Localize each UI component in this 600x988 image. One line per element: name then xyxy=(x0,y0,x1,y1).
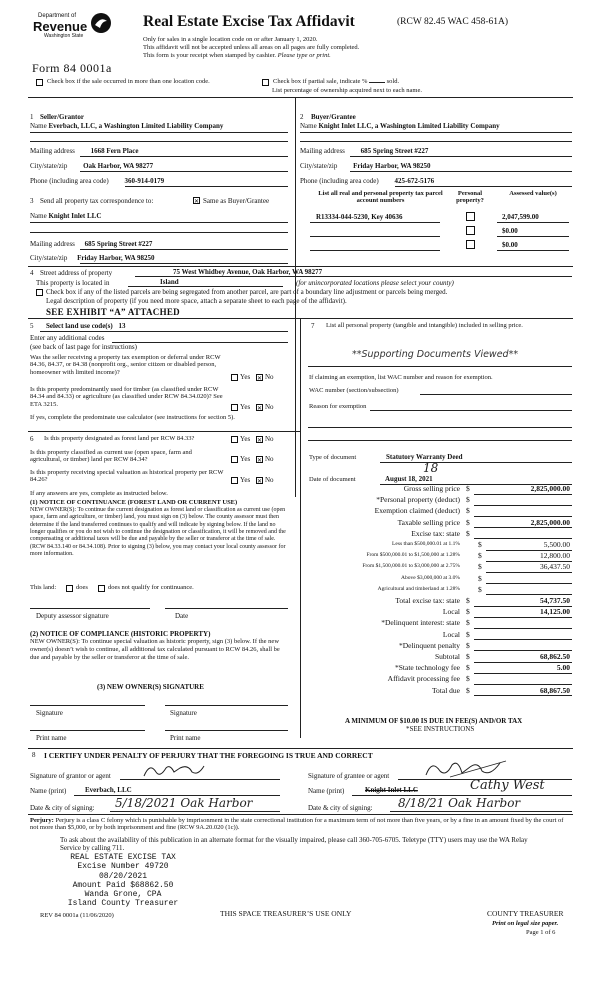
tax-row-label: Total due xyxy=(431,685,460,695)
tax-row-value: 36,437.50 xyxy=(540,562,570,572)
historic-question: Is this property receiving special valuation as historical property per RCW 84.26? xyxy=(30,469,224,484)
tax-row-dollar-sign: $ xyxy=(478,584,482,594)
tax-row-label: *Delinquent interest: state xyxy=(381,618,460,628)
owner-print-name-2: Print name xyxy=(170,734,201,742)
seller-name: Everbach, LLC, a Washington Limited Liability Company xyxy=(48,122,224,130)
tax-row-dollar-sign: $ xyxy=(466,528,470,538)
tax-row-label: Excise tax: state xyxy=(411,528,460,538)
tax-row-dollar-sign: $ xyxy=(466,674,470,684)
seller-city: Oak Harbor, WA 98277 xyxy=(83,162,154,170)
predominate-use-note: If yes, complete the predominate use calculator (see instructions for section 5). xyxy=(30,414,235,421)
legal-description-label: Legal description of property (if you need more space, attach a separate sheet to each page of the affidavit). xyxy=(46,297,347,305)
section3-number: 3 xyxy=(30,197,34,205)
timber-question: Is this property predominantly used for timber (as classified under RCW 84.34 and 84.33) or agriculture (as classified under RCW 84.34.020)? See ETA 3215. xyxy=(30,386,223,408)
notice-compliance-title: (2) NOTICE OF COMPLIANCE (HISTORIC PROPERTY) xyxy=(30,630,211,638)
multi-location-checkbox[interactable] xyxy=(36,79,43,86)
tax-row-dollar-sign: $ xyxy=(466,506,470,516)
forest-no-label: No xyxy=(265,435,274,443)
current-use-question: Is this property classified as current use (open space, farm and agricultural, or timber) land per RCW 84.34? xyxy=(30,449,192,464)
seller-city-row: City/state/zip Oak Harbor, WA 98277 xyxy=(30,162,154,170)
rule xyxy=(350,171,572,172)
header-line-1: Only for sales in a single location code on or after January 1, 2020. xyxy=(143,36,318,43)
wa-seal-icon xyxy=(90,12,112,34)
historic-no-label: No xyxy=(265,476,274,484)
rule xyxy=(350,156,572,157)
grantee-date-city-label: Date & city of signing: xyxy=(308,804,373,812)
unincorporated-note: (for unincorporated locations please select your county) xyxy=(296,279,454,287)
rule xyxy=(420,394,572,395)
rule xyxy=(308,366,572,367)
rule xyxy=(30,132,288,133)
land-does-label: does xyxy=(76,584,88,591)
form-title-ref: (RCW 82.45 WAC 458-61A) xyxy=(397,17,509,27)
tax-row-label: Less than $500,000.01 at 1.1% xyxy=(392,541,460,547)
grantee-name-label: Name (print) xyxy=(308,787,345,795)
grantee-date-city: 8/18/21 Oak Harbor xyxy=(398,796,521,810)
document-type: Statutory Warranty Deed xyxy=(386,453,463,461)
seller-heading: Seller/Grantor xyxy=(40,113,84,121)
alternate-format-note: To ask about the availability of this publication in an alternate format for the visually impaired, please call 360-705-6705. Teletype (TTY) users may use the WA Relay Service by calling 711. xyxy=(60,836,528,853)
parcel-row-3-personal-checkbox[interactable] xyxy=(466,240,475,249)
tax-row-value: 68,867.50 xyxy=(540,685,570,695)
tax-row-rule xyxy=(474,684,572,685)
assessed-value-col-header: Assessed value(s) xyxy=(509,190,557,197)
rule xyxy=(310,236,440,237)
grantor-date-city-label: Date & city of signing: xyxy=(30,804,95,812)
parcel-row-2-personal-checkbox[interactable] xyxy=(466,226,475,235)
tax-row-label: From $1,500,000.01 to $3,000,000 at 2.75% xyxy=(362,563,460,570)
rule xyxy=(80,249,288,250)
legal-description-exhibit: SEE EXHIBIT “A” ATTACHED xyxy=(46,307,180,317)
current-use-no-label: No xyxy=(265,455,274,463)
rule xyxy=(165,608,288,609)
tax-row-value: 2,825,000.00 xyxy=(530,484,570,493)
current-use-no-checkbox[interactable] xyxy=(256,456,263,463)
exemption-yes-label: Yes xyxy=(240,373,251,381)
buyer-city: Friday Harbor, WA 98250 xyxy=(353,162,431,170)
section3-city-row: City/state/zip Friday Harbor, WA 98250 xyxy=(30,254,155,262)
tax-row-value: 12,800.00 xyxy=(540,551,570,561)
tax-row-dollar-sign: $ xyxy=(466,618,470,628)
buyer-phone: 425-672-5176 xyxy=(394,177,435,185)
exemption-question: Was the seller receiving a property tax exemption or deferral under RCW 84.36, 84.37, or 84.38 (nonprofit org., senior citizen or disabled person, homeowner with limited income)? xyxy=(30,354,221,376)
tax-row-dollar-sign: $ xyxy=(466,640,470,650)
seller-mailing: 1668 Fern Place xyxy=(90,147,139,155)
grantee-signature-label: Signature of grantee or agent xyxy=(308,772,390,780)
tax-row-label: *State technology fee xyxy=(395,663,460,673)
grantee-name-struck: Knight Inlet LLC xyxy=(365,786,418,794)
rule xyxy=(300,132,572,133)
tax-row-dollar-sign: $ xyxy=(478,540,482,549)
exemption-no-label: No xyxy=(265,373,274,381)
tax-row-dollar-sign: $ xyxy=(466,495,470,505)
see-instructions-note: *SEE INSTRUCTIONS xyxy=(406,725,475,733)
tax-row-rule xyxy=(474,516,572,517)
treasurer-use-only: THIS SPACE TREASURER’S USE ONLY xyxy=(220,909,352,918)
tax-row-label: Exemption claimed (deduct) xyxy=(374,506,460,516)
tax-row-label: Local xyxy=(442,629,460,639)
parcel-row-1-number: R13334-044-5230, Key 40636 xyxy=(316,213,403,221)
tax-row-dollar-sign: $ xyxy=(466,652,470,661)
rule xyxy=(28,814,573,815)
tax-row-rule xyxy=(474,673,572,674)
rule xyxy=(308,427,572,428)
exemption-no-checkbox[interactable] xyxy=(256,374,263,381)
certify-statement: I CERTIFY UNDER PENALTY OF PERJURY THAT THE FOREGOING IS TRUE AND CORRECT xyxy=(44,751,373,760)
tax-row-dollar-sign: $ xyxy=(466,517,470,527)
seller-mailing-row: Mailing address 1668 Fern Place xyxy=(30,147,139,155)
logo-revenue-word: Revenue xyxy=(33,19,88,34)
supporting-documents-note: **Supporting Documents Viewed** xyxy=(352,349,519,360)
additional-codes-label: Enter any additional codes xyxy=(30,334,105,342)
section8-number: 8 xyxy=(32,751,36,759)
tax-row-value: 5,500.00 xyxy=(543,540,570,549)
tax-row-dollar-sign: $ xyxy=(466,629,470,639)
rule xyxy=(30,608,150,609)
section6-number: 6 xyxy=(30,435,34,443)
tax-row-dollar-sign: $ xyxy=(466,484,470,493)
section3-name: Knight Inlet LLC xyxy=(48,212,102,220)
tax-row-dollar-sign: $ xyxy=(466,663,470,673)
notice-compliance-text: NEW OWNER(S): To continue special valuation as historic property, sign (3) below. If the new owner(s) doesn’t wish to continue, all additional tax calculated pursuant to RCW 84.26, shall be due and payable by the seller or transferor at the time of sale. xyxy=(30,638,280,661)
buyer-city-row: City/state/zip Friday Harbor, WA 98250 xyxy=(300,162,431,170)
rule xyxy=(80,171,288,172)
rule xyxy=(165,730,288,731)
current-use-yes-label: Yes xyxy=(240,455,251,463)
tax-row-label: From $500,000.01 to $1,500,000 at 1.28% xyxy=(366,552,460,559)
tax-row-dollar-sign: $ xyxy=(466,607,470,617)
owner-signature-label-2: Signature xyxy=(170,709,197,717)
section3-name-row: Name Knight Inlet LLC xyxy=(30,212,102,220)
timber-no-checkbox[interactable] xyxy=(256,404,263,411)
tax-row-rule xyxy=(474,527,572,528)
parcel-row-1-value: 2,047,599.00 xyxy=(502,213,539,221)
tax-row-rule xyxy=(486,572,572,573)
form-number: Form 84 0001a xyxy=(32,61,112,75)
deputy-date-label: Date xyxy=(175,612,189,620)
rule xyxy=(395,186,572,187)
rule xyxy=(80,156,288,157)
parcel-row-1-personal-checkbox[interactable] xyxy=(466,212,475,221)
tax-row-label: Above $3,000,000 at 3.0% xyxy=(401,574,460,581)
tax-row-value: 14,125.00 xyxy=(540,607,570,617)
section3-mailing-row: Mailing address 685 Spring Street #227 xyxy=(30,240,153,248)
legal-size-note: Print on legal size paper. xyxy=(492,920,559,927)
forest-land-question: Is this property designated as forest land per RCW 84.33? xyxy=(44,435,195,442)
tax-row-dollar-sign: $ xyxy=(478,551,482,561)
header-line-2: This affidavit will not be accepted unless all areas on all pages are fully completed. xyxy=(143,44,360,51)
section3-text: Send all property tax correspondence to: xyxy=(40,197,154,205)
rule xyxy=(120,779,280,780)
minimum-fee-note: A MINIMUM OF $10.00 IS DUE IN FEE(S) AND/OR TAX xyxy=(345,717,523,725)
rule xyxy=(125,186,288,187)
section5-number: 5 xyxy=(30,322,34,330)
deputy-assessor-label: Deputy assessor signature xyxy=(36,612,109,620)
rule xyxy=(308,440,572,441)
land-does-not-checkbox[interactable] xyxy=(98,585,105,592)
street-address-label: Street address of property xyxy=(40,269,113,277)
historic-no-checkbox[interactable] xyxy=(256,477,263,484)
list-percentage-note: List percentage of ownership acquired next to each name. xyxy=(272,87,422,94)
partial-sale-label: Check box if partial sale, indicate % sold. xyxy=(273,78,400,85)
tax-row-label: Affidavit processing fee xyxy=(387,674,460,684)
buyer-section-number: 2 xyxy=(300,113,304,121)
buyer-name-row: Name Knight Inlet LLC, a Washington Limited Liability Company xyxy=(300,122,500,130)
stamp-amount-paid: Amount Paid $68862.50 xyxy=(72,880,174,890)
owner-print-name-1: Print name xyxy=(36,734,67,742)
rule xyxy=(380,462,572,463)
land-does-checkbox[interactable] xyxy=(66,585,73,592)
document-type-label: Type of document xyxy=(309,454,357,461)
tax-row-rule xyxy=(474,695,572,696)
if-any-yes-note: If any answers are yes, complete as instructed below. xyxy=(30,490,168,497)
tax-row-rule xyxy=(486,583,572,584)
rule xyxy=(30,730,145,731)
same-as-buyer-checkbox[interactable] xyxy=(193,197,200,204)
grantor-name-label: Name (print) xyxy=(30,787,67,795)
timber-yes-label: Yes xyxy=(240,403,251,411)
tax-row-dollar-sign: $ xyxy=(478,573,482,583)
frame-top xyxy=(28,97,573,98)
tax-row-label: *Personal property (deduct) xyxy=(376,495,460,505)
seller-section-number: 1 xyxy=(30,113,34,121)
new-owner-signature-title: (3) NEW OWNER(S) SIGNATURE xyxy=(97,683,204,691)
tax-row-value: 68,862.50 xyxy=(540,652,570,661)
section3-city: Friday Harbor, WA 98250 xyxy=(77,254,155,262)
stamp-treasurer-name: Wanda Grone, CPA xyxy=(84,890,162,900)
same-as-buyer-label: Same as Buyer/Grantee xyxy=(203,197,270,205)
header-line-3: This form is your receipt when stamped by cashier. Please type or print. xyxy=(143,52,331,59)
tax-row-label: Gross selling price xyxy=(403,484,460,493)
section7-number: 7 xyxy=(311,322,315,330)
document-date: August 18, 2021 xyxy=(385,475,433,483)
rule xyxy=(30,232,288,233)
rule xyxy=(28,266,573,267)
this-land-label: This land: xyxy=(30,584,57,591)
partial-sale-checkbox[interactable] xyxy=(262,79,269,86)
timber-no-label: No xyxy=(265,403,274,411)
rule xyxy=(80,263,288,264)
tax-row-dollar-sign: $ xyxy=(466,596,470,605)
parcel-row-2-value: $0.00 xyxy=(502,227,518,235)
rule xyxy=(497,236,569,237)
tax-row-rule xyxy=(474,628,572,629)
see-back-note: (see back of last page for instructions) xyxy=(30,343,137,351)
buyer-mailing: 685 Spring Street #227 xyxy=(360,147,429,155)
treasurer-stamp xyxy=(58,853,188,909)
seller-name-row: Name Everbach, LLC, a Washington Limited Liability Company xyxy=(30,122,224,130)
historic-yes-checkbox[interactable] xyxy=(231,477,238,484)
rule xyxy=(110,811,280,812)
rule xyxy=(40,331,288,332)
tax-row-label: Subtotal xyxy=(434,652,460,661)
grantor-signature xyxy=(140,760,210,780)
owner-signature-label-1: Signature xyxy=(36,709,63,717)
rule xyxy=(165,705,288,706)
tax-row-value: 54,737.50 xyxy=(540,596,570,605)
land-use-code: 13 xyxy=(118,322,126,330)
page-number: Page 1 of 6 xyxy=(526,929,556,936)
grantor-name: Everbach, LLC xyxy=(85,786,132,794)
tax-row-label: Total excise tax: state xyxy=(395,596,460,605)
land-use-row: Select land use code(s) 13 xyxy=(46,322,126,330)
stamp-treasurer-title: Island County Treasurer xyxy=(67,899,179,909)
tax-row-label: Agricultural and timberland at 1.28% xyxy=(377,585,460,592)
stamp-excise-number: Excise Number 49720 xyxy=(77,862,169,872)
located-in-label: This property is located in xyxy=(36,279,110,287)
rule xyxy=(30,705,145,706)
notice-continuance-title: (1) NOTICE OF CONTINUANCE (FOREST LAND OR CURRENT USE) xyxy=(30,499,238,506)
claim-exemption-label: If claiming an exemption, list WAC number and reason for exemption. xyxy=(309,374,493,381)
tax-row-rule xyxy=(474,617,572,618)
county-treasurer-label: COUNTY TREASURER xyxy=(487,909,564,918)
buyer-name: Knight Inlet LLC, a Washington Limited Liability Company xyxy=(318,122,500,130)
street-address: 75 West Whidbey Avenue, Oak Harbor, WA 98277 xyxy=(173,268,323,276)
section3-mailing: 685 Spring Street #227 xyxy=(84,240,153,248)
reason-exemption-label: Reason for exemption xyxy=(309,403,367,410)
current-use-yes-checkbox[interactable] xyxy=(231,456,238,463)
forest-no-checkbox[interactable] xyxy=(256,436,263,443)
logo-dept-line: Department of xyxy=(38,13,77,19)
rule xyxy=(28,748,573,749)
rule xyxy=(112,342,288,343)
seller-phone: 360-914-0179 xyxy=(124,177,165,185)
logo-state-line: Washington State xyxy=(44,33,84,39)
forest-yes-checkbox[interactable] xyxy=(231,436,238,443)
located-in-county: Island xyxy=(160,278,179,286)
stamp-title: REAL ESTATE EXCISE TAX xyxy=(70,853,176,862)
rule xyxy=(300,141,572,142)
seller-phone-row: Phone (including area code) 360-914-0179 xyxy=(30,177,165,185)
rule xyxy=(28,431,300,432)
rule xyxy=(497,222,569,223)
rule xyxy=(135,276,572,277)
grantee-name-handwritten: Cathy West xyxy=(470,778,545,793)
section4-number: 4 xyxy=(30,269,34,277)
rule xyxy=(370,410,572,411)
rule xyxy=(310,222,440,223)
tax-row-label: *Delinquent penalty xyxy=(398,640,460,650)
rule xyxy=(30,222,288,223)
rule xyxy=(30,141,288,142)
timber-yes-checkbox[interactable] xyxy=(231,404,238,411)
rule xyxy=(390,811,572,812)
multi-location-label: Check box if the sale occurred in more than one location code. xyxy=(47,78,210,85)
segregated-label: Check box if any of the listed parcels are being segregated from another parcel, are part of a boundary line adjustment or parcels being merged. xyxy=(46,288,448,296)
form-title: Real Estate Excise Tax Affidavit xyxy=(143,13,355,30)
tax-row-rule xyxy=(474,639,572,640)
tax-row-dollar-sign: $ xyxy=(478,562,482,572)
perjury-notice: Perjury: Perjury is a class C felony which is punishable by imprisonment in the state correctional institution for a maximum term of not more than five years, or by a fine in an amount fixed by the court of not more than $5,000, or by both imprisonment and fine (RCW 9A.20.020 (1c)). xyxy=(30,817,564,832)
segregated-checkbox[interactable] xyxy=(36,289,43,296)
tax-row-value: 5.00 xyxy=(556,663,570,673)
parcels-col-header: List all real and personal property tax parcel account numbers xyxy=(318,190,443,205)
buyer-heading: Buyer/Grantee xyxy=(311,113,356,121)
tax-row-label: Taxable selling price xyxy=(397,517,460,527)
tax-row-label: Local xyxy=(442,607,460,617)
tax-row-rule xyxy=(474,505,572,506)
document-date-correction: 18 xyxy=(423,461,439,475)
personal-property-col-header: Personal property? xyxy=(456,190,484,205)
notice-continuance-text: NEW OWNER(S): To continue the current designation as forest land or classification as current use (open space, farm and agriculture, or timber) land, you must sign on (3) below. The county assessor must then determine if the land transferred continues to qualify and will indicate by signing below. If the land no longer qualifies or you do not wish to continue the designation or classification, it will be removed and the compensating or additional taxes will be due and payable by the seller or transferor at the time of sale. (RCW 84.33.140 or 84.34.108). Prior to signing (3) below, you may contact your local county assessor for more information. xyxy=(30,507,286,557)
buyer-mailing-row: Mailing address 685 Spring Street #227 xyxy=(300,147,429,155)
rule xyxy=(128,286,283,287)
parcel-row-3-value: $0.00 xyxy=(502,241,518,249)
grantor-date-city: 5/18/2021 Oak Harbor xyxy=(115,796,253,810)
exemption-yes-checkbox[interactable] xyxy=(231,374,238,381)
tax-row-rule xyxy=(474,494,572,495)
tax-row-dollar-sign: $ xyxy=(466,685,470,695)
tax-row-value: 2,825,000.00 xyxy=(530,517,570,527)
form-revision: REV 84 0001a (11/06/2020) xyxy=(40,912,114,919)
personal-property-text: List all personal property (tangible and intangible) included in selling price. xyxy=(326,322,523,329)
rule xyxy=(310,250,440,251)
grantor-signature-label: Signature of grantor or agent xyxy=(30,772,111,780)
forest-yes-label: Yes xyxy=(240,435,251,443)
document-date-label: Date of document xyxy=(309,476,356,483)
wac-number-label: WAC number (section/subsection) xyxy=(309,387,399,394)
buyer-phone-row: Phone (including area code) 425-672-5176 xyxy=(300,177,435,185)
historic-yes-label: Yes xyxy=(240,476,251,484)
land-does-not-label: does not qualify for continuance. xyxy=(108,584,194,591)
rule xyxy=(497,250,569,251)
stamp-date: 08/20/2021 xyxy=(98,871,147,881)
